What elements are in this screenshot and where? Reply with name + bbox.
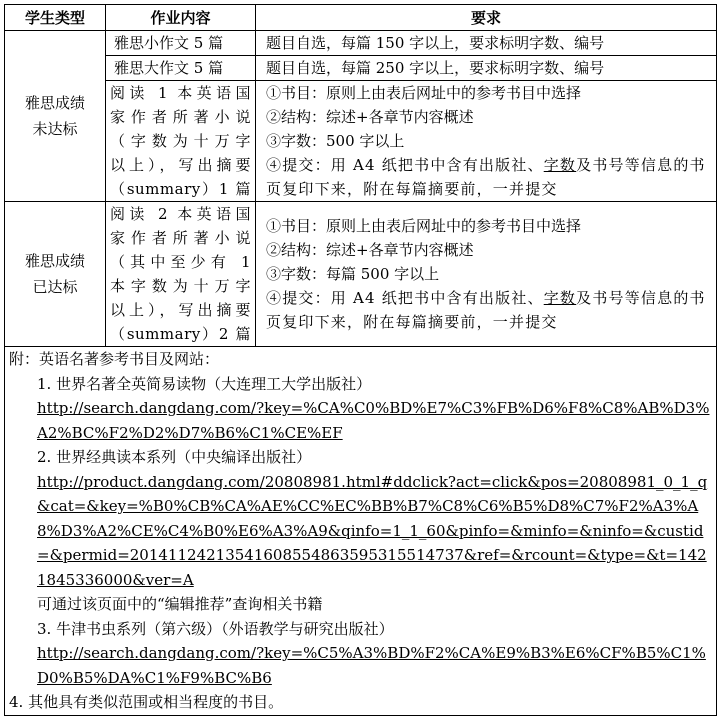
appendix-link-3[interactable]: http://search.dangdang.com/?key=%C5%A3%BD%F2%CA%E9%B3%E6%CF%B5%C1%D0%B5%DA%C1%F9%BC%B6	[37, 644, 706, 687]
content-cell	[106, 81, 256, 202]
requirement-cell: 题目自选，每篇 250 字以上，要求标明字数、编号	[256, 56, 717, 81]
student-type-line: 未达标	[32, 120, 78, 138]
content-line: 阅读 2 本英语国	[110, 205, 251, 223]
requirement-item: ②结构：综述+各章节内容概述	[266, 241, 474, 259]
student-type-cell	[5, 31, 106, 202]
requirement-submit	[266, 153, 712, 201]
submit-text: ④提交：用 A4 纸把书中含有出版社、	[266, 156, 544, 174]
table-row	[5, 56, 717, 81]
requirement-cell	[256, 202, 717, 347]
header-requirement: 要求	[256, 5, 717, 31]
content-line: （其中至少有 1	[110, 253, 251, 271]
appendix-row	[5, 347, 717, 716]
submit-text: 及书号等信息的书页复印下来，附在每篇摘要前，一并提交	[266, 289, 706, 331]
header-assignment-content: 作业内容	[106, 5, 256, 31]
content-line: 家作者所著小说	[110, 229, 251, 247]
appendix-item-1: 1. 世界名著全英简易读物（大连理工大学出版社）	[37, 374, 372, 393]
submit-text: 及书号等信息的书页复印下来，附在每篇摘要前，一并提交	[266, 156, 706, 198]
assignment-table	[4, 4, 717, 716]
content-line: （字数为十万字	[110, 132, 251, 150]
requirement-item: ②结构：综述+各章节内容概述	[266, 108, 474, 126]
appendix-item-3: 3. 牛津书虫系列（第六级）（外语教学与研究出版社）	[37, 619, 394, 638]
content-line: 本字数为十万字	[110, 277, 251, 295]
appendix-link-1[interactable]: http://search.dangdang.com/?key=%CA%C0%BD%E7%C3%FB%D6%F8%C8%AB%D3%A2%BC%F2%D2%D7%B6%C1%CE%EF	[37, 399, 710, 442]
requirement-cell: 题目自选，每篇 150 字以上，要求标明字数、编号	[256, 31, 717, 56]
requirement-item: ①书目：原则上由表后网址中的参考书目中选择	[266, 217, 582, 235]
content-line: 阅读 1 本英语国	[110, 84, 251, 102]
content-line: 以上），写出摘要	[110, 301, 251, 319]
submit-text: ④提交：用 A4 纸把书中含有出版社、	[266, 289, 544, 307]
header-row	[5, 5, 717, 31]
content-cell: 雅思大作文 5 篇	[106, 56, 256, 81]
table-row	[5, 31, 717, 56]
student-type-line: 已达标	[32, 278, 78, 296]
content-line: 家作者所著小说	[110, 108, 251, 126]
submit-highlight: 字数	[543, 156, 577, 174]
requirement-cell	[256, 81, 717, 202]
content-cell: 雅思小作文 5 篇	[106, 31, 256, 56]
appendix-note-2: 可通过该页面中的“编辑推荐”查询相关书籍	[37, 595, 323, 613]
submit-highlight: 字数	[543, 289, 577, 307]
requirement-item: ③字数：每篇 500 字以上	[266, 265, 440, 283]
content-line: 以上），写出摘要	[110, 156, 251, 174]
header-student-type: 学生类型	[5, 5, 106, 31]
content-line: （summary）1 篇	[110, 180, 251, 198]
appendix-item-4: 4. 其他具有类似范围或相当程度的书目。	[9, 693, 284, 711]
table-row	[5, 202, 717, 347]
requirement-item: ①书目：原则上由表后网址中的参考书目中选择	[266, 84, 582, 102]
content-cell	[106, 202, 256, 347]
appendix-item-2: 2. 世界经典读本系列（中央编译出版社）	[37, 448, 312, 466]
appendix-cell	[5, 347, 717, 716]
table-row	[5, 81, 717, 202]
requirement-submit	[266, 286, 712, 334]
appendix-title: 附：英语名著参考书目及网站：	[9, 350, 220, 368]
appendix-link-2[interactable]: http://product.dangdang.com/20808981.html#ddclick?act=click&pos=20808981_0_1_q&cat=&key=%B0%CB%CA%AE%CC%EC%BB%B7%C8%C6%B5%D8%C7%F2%A3%A8%D3%A2%CE%C4%B0%E6%A3%A9&qinfo=1_1_60&pinfo=&minfo=&ninfo=&custid=&permid=20141124213541608554863595315514737&ref=&rcount=&type=&t=1421845336000&ver=A	[37, 472, 708, 589]
student-type-line: 雅思成绩	[24, 94, 85, 112]
student-type-cell	[5, 202, 106, 347]
requirement-item: ③字数：500 字以上	[266, 132, 405, 150]
content-line: （summary）2 篇	[110, 325, 251, 343]
student-type-line: 雅思成绩	[24, 252, 85, 270]
